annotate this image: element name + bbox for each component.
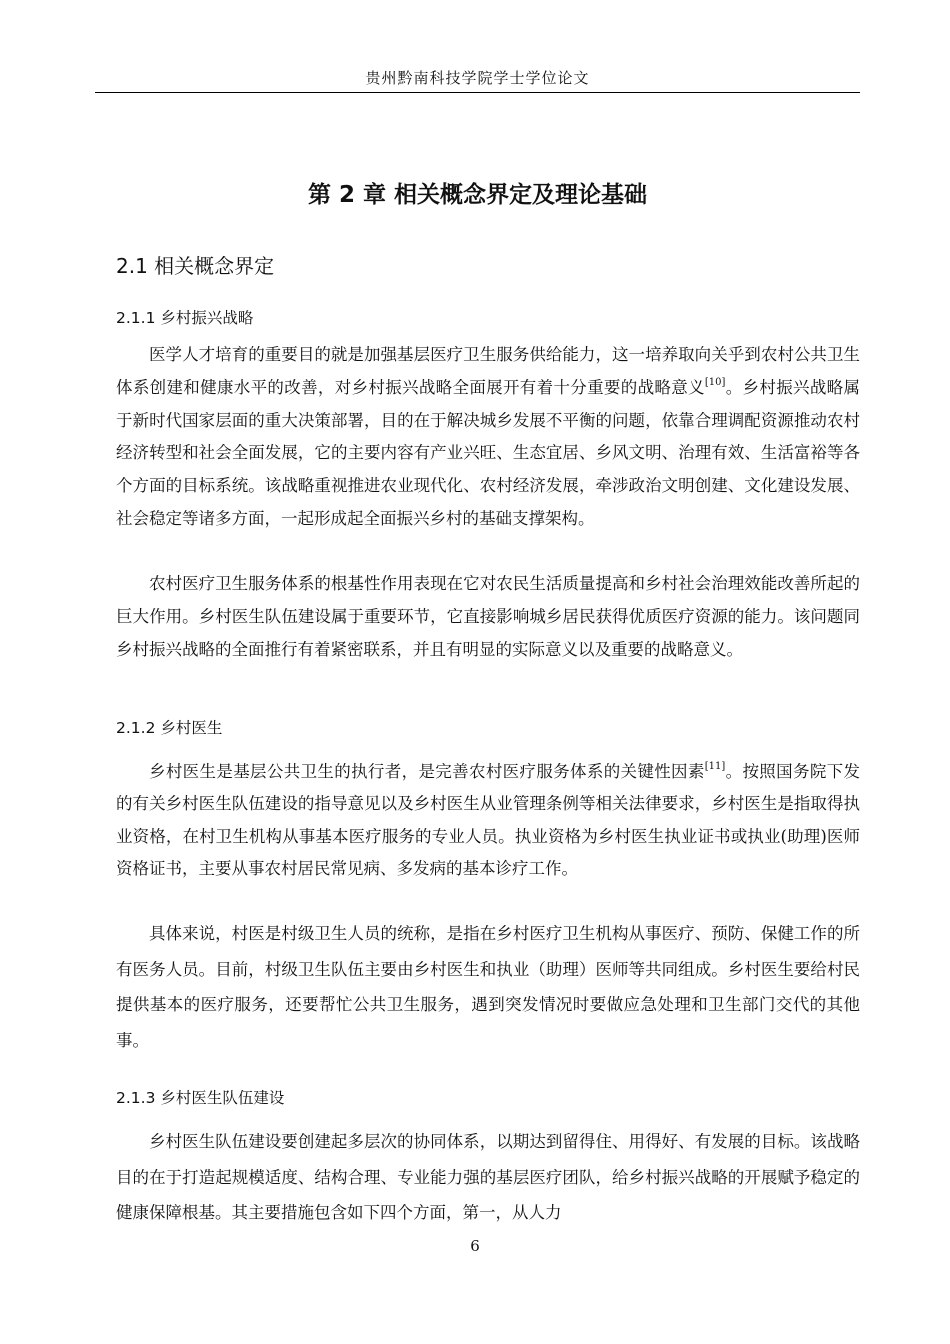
paragraph-text: 医学人才培育的重要目的就是加强基层医疗卫生服务供给能力，这一培养取向关乎到农村公共卫生体系创建和健康水平的改善，对乡村振兴战略全面展开有着十分重要的战略意义 bbox=[116, 345, 860, 397]
section-title-2-1: 2.1 相关概念界定 bbox=[116, 254, 275, 278]
paragraph-text: 。按照国务院下发的有关乡村医生队伍建设的指导意见以及乡村医生从业管理条例等相关法律要求，乡村医生是指取得执业资格，在村卫生机构从事基本医疗服务的专业人员。执业资格为乡村医生执业证书或执业(助理)医师资格证书，主要从事农村居民常见病、多发病的基本诊疗工作。 bbox=[116, 762, 861, 878]
subsection-title-2-1-2: 2.1.2 乡村医生 bbox=[116, 719, 223, 737]
page-number: 6 bbox=[470, 1237, 480, 1255]
citation-marker: [11] bbox=[704, 761, 726, 772]
paragraph-2-1-1-1 bbox=[116, 339, 860, 536]
chapter-title: 第 2 章 相关概念界定及理论基础 bbox=[307, 182, 648, 208]
citation-marker: [10] bbox=[704, 376, 726, 388]
subsection-title-2-1-3: 2.1.3 乡村医生队伍建设 bbox=[116, 1089, 285, 1107]
running-header bbox=[95, 66, 860, 93]
paragraph-2-1-1-2: 农村医疗卫生服务体系的根基性作用表现在它对农民生活质量提高和乡村社会治理效能改善所起的巨大作用。乡村医生队伍建设属于重要环节，它直接影响城乡居民获得优质医疗资源的能力。该问题同乡村振兴战略的全面推行有着紧密联系，并且有明显的实际意义以及重要的战略意义。 bbox=[116, 574, 860, 659]
paragraph-text: 乡村医生是基层公共卫生的执行者，是完善农村医疗服务体系的关键性因素 bbox=[149, 762, 705, 781]
paragraph-2-1-3-1: 乡村医生队伍建设要创建起多层次的协同体系，以期达到留得住、用得好、有发展的目标。该战略目的在于打造起规模适度、结构合理、专业能力强的基层医疗团队，给乡村振兴战略的开展赋予稳定的健康保障根基。其主要措施包含如下四个方面，第一，从人力 bbox=[116, 1132, 860, 1223]
subsection-title-2-1-1: 2.1.1 乡村振兴战略 bbox=[116, 309, 254, 327]
running-header-title: 贵州黔南科技学院学士学位论文 bbox=[365, 69, 590, 87]
paragraph-2-1-2-2: 具体来说，村医是村级卫生人员的统称，是指在乡村医疗卫生机构从事医疗、预防、保健工作的所有医务人员。目前，村级卫生队伍主要由乡村医生和执业（助理）医师等共同组成。乡村医生要给村民提供基本的医疗服务，还要帮忙公共卫生服务，遇到突发情况时要做应急处理和卫生部门交代的其他事。 bbox=[116, 924, 860, 1050]
paragraph-text: 。乡村振兴战略属于新时代国家层面的重大决策部署，目的在于解决城乡发展不平衡的问题，依靠合理调配资源推动农村经济转型和社会全面发展，它的主要内容有产业兴旺、生态宜居、乡风文明、治理有效、生活富裕等各个方面的目标系统。该战略重视推进农业现代化、农村经济发展，牵涉政治文明创建、文化建设发展、社会稳定等诸多方面，一起形成起全面振兴乡村的基础支撑架构。 bbox=[116, 377, 861, 528]
paragraph-2-1-2-1 bbox=[116, 756, 860, 885]
